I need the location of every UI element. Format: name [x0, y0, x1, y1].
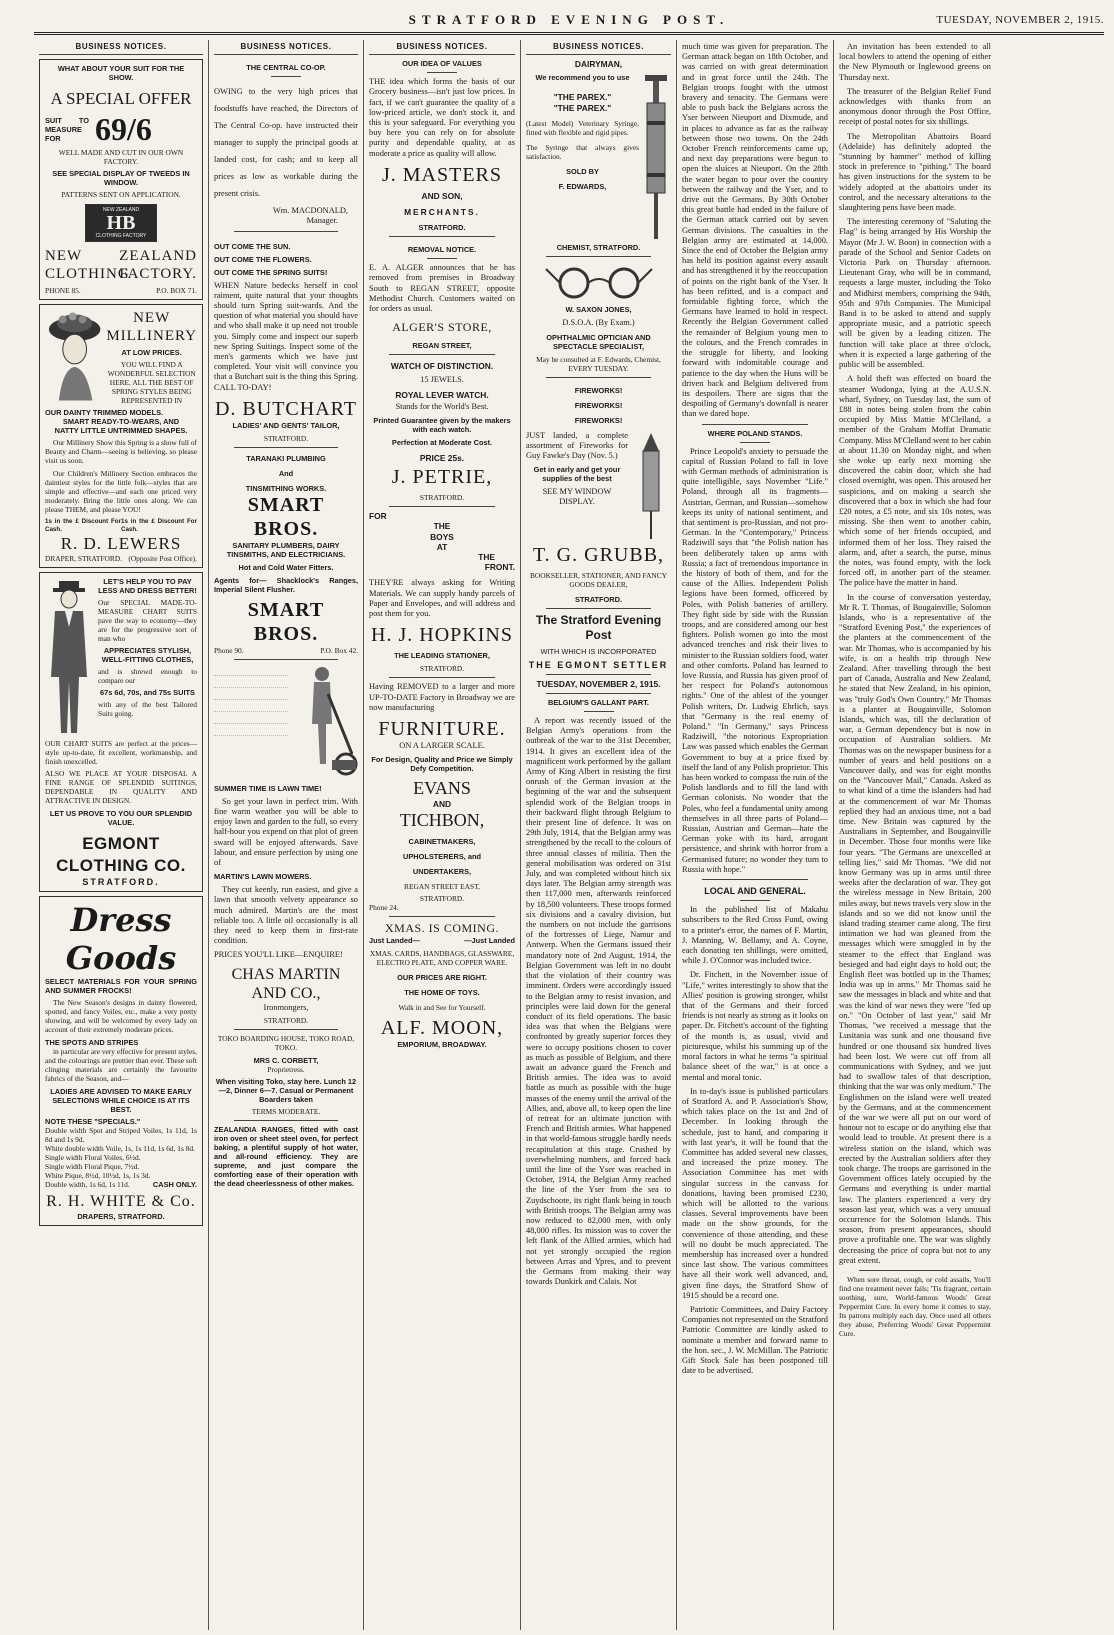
news-item: The treasurer of the Belgian Relief Fund acknowledges with thanks from an anonymous donor through the Post Office, receipt of postal notes for six shillings.: [839, 86, 991, 127]
summer-body: So get your lawn in perfect trim. With fine warm weather you will be able to enjoy lawn and garden to the full, so every half-hour you expend on that plot of green sward will be enjoyed afterwards. Save labour, and ensure perfection by using one of: [214, 796, 358, 868]
news-item: The Metropolitan Abattoirs Board (Adelaide) has definitely adopted the "stunning by hammer" method of killing stock in preference to "pithing." The board has given instructions for the system to be widely adopted at the abattoirs under its control, and the necessary alterations to the slaughtering pens have been made.: [839, 131, 991, 213]
discount-left: 1s in the £ Discount For Cash.: [45, 518, 121, 534]
tichbon: TICHBON,: [399, 810, 485, 831]
larger-scale: ON A LARGER SCALE.: [399, 740, 485, 750]
window-display: SEE MY WINDOW DISPLAY.: [542, 487, 612, 507]
front-line: FRONT.: [484, 562, 515, 573]
smart-bros-2: SMART BROS.: [247, 598, 325, 645]
column-2: [209, 40, 363, 1630]
regan-street: REGAN STREET,: [412, 341, 472, 351]
saxon-jones: W. SAXON JONES,: [565, 305, 632, 315]
walk-in: Walk in and See for Yourself.: [398, 1003, 486, 1013]
edwards: F. EDWARDS,: [558, 181, 607, 191]
logo-top-text: NEW ZEALAND: [102, 207, 140, 214]
fireworks-1: FIREWORKS!: [574, 385, 623, 395]
egmont-settler: THE EGMONT SETTLER: [528, 659, 669, 670]
factory-name-left: NEW CLOTHING: [45, 248, 130, 283]
editorial-date: TUESDAY, NOVEMBER 2, 1915.: [536, 678, 661, 689]
merchants: MERCHANTS.: [404, 207, 480, 218]
get-in-early: Get in early and get your supplies of the best: [533, 465, 621, 484]
incorporated: WITH WHICH IS INCORPORATED: [540, 646, 657, 656]
millinery-body: YOU WILL FIND A WONDERFUL SELECTION HERE. ALL THE BEST OF SPRING STYLES BEING REPRESENTED IN: [107, 360, 196, 406]
sold-by: SOLD BY: [566, 166, 599, 176]
fireworks-3: FIREWORKS!: [574, 415, 623, 425]
guarantee: Printed Guarantee given by the makers with each watch.: [373, 416, 511, 435]
section-header: BUSINESS NOTICES.: [214, 42, 358, 55]
hopkins-town: STRATFORD.: [419, 664, 465, 674]
section-header: BUSINESS NOTICES.: [526, 42, 671, 55]
paper-title: The Stratford Evening Post: [535, 612, 662, 642]
petrie-name: J. PETRIE,: [391, 466, 493, 489]
cash-only: CASH ONLY.: [152, 1180, 197, 1190]
also-place: ALSO WE PLACE AT YOUR DISPOSAL A FINE RANGE OF SPLENDID SUITINGS, DEPENDABLE IN QUALITY AND ATTRACTIVE IN DESIGN.: [45, 769, 197, 806]
news-item: An invitation has been extended to all local bowlers to attend the opening of either the New Plymouth or Inglewood greens on Thursday next.: [839, 42, 991, 82]
always-satisfaction: The Syringe that always gives satisfaction.: [526, 142, 639, 161]
spots-body: in particular are very effective for present styles, and the colourings are prettier than ever. These soft clinging materials are certainly the favourite fabrics of the Season, and—: [45, 1047, 197, 1084]
perfection: Perfection at Moderate Cost.: [391, 438, 493, 448]
regan-east: REGAN STREET EAST,: [404, 882, 480, 892]
grubb-town: STRATFORD.: [574, 594, 623, 604]
chas-martin: CHAS MARTIN AND CO.,: [231, 965, 341, 1002]
news-item: A hold theft was effected on board the steamer Wodonga, lying at the A.U.S.N. wharf, Sydney, on Tuesday last, the sum of £88 in notes being stolen from the cabin occupied by Miss Mattie M'Clelland, a member of the Graham Moffat Dramatic Company. Miss M'Clelland went to her cabin at about 11.30 on Monday night, and when she woke up early next morning she discovered the cabin door, which she had closed overnight, was open. This aroused her suspicions, and on making a search she discovered that a box in which she had four £20 notes, a £5 note, and six 10s notes, was missing. She then went to another cabin, which some of her friends occupied, and informed them of her loss. They raised the alarm, and, after a search, the purse, minus the notes, was found empty, with the lock forced off, in another part of the steamer. The police have the matter in hand.: [839, 374, 991, 588]
furniture: FURNITURE.: [378, 717, 506, 740]
worlds-best: Stands for the World's Best.: [395, 401, 489, 411]
summer-time: SUMMER TIME IS LAWN TIME!: [214, 783, 322, 793]
chart-suits: OUR CHART SUITS are perfect at the prices—style up-to-date, fit excellent, workmanship, and finish unexcelled.: [45, 739, 197, 767]
newspaper-title: STRATFORD EVENING POST.: [408, 12, 730, 27]
fireworks-body: JUST landed, a complete assortment of Fireworks for Guy Fawke's Day (Nov. 5.): [526, 430, 628, 461]
lady-in-hat-illustration: [45, 309, 102, 405]
emporium: EMPORIUM, BROADWAY.: [397, 1040, 487, 1050]
gentleman-illustration: [45, 577, 95, 737]
toko-boarding: TOKO BOARDING HOUSE, TOKO ROAD, TOKO.: [217, 1033, 355, 1052]
flowers: OUT COME THE FLOWERS.: [214, 254, 312, 264]
for-line: FOR: [369, 511, 387, 522]
fireworks-2: FIREWORKS!: [574, 400, 623, 410]
prices-like: PRICES YOU'LL LIKE—ENQUIRE!: [214, 950, 343, 960]
specials-heading: NOTE THESE "SPECIALS.": [45, 1117, 141, 1127]
news-item: The interesting ceremony of "Saluting the Flag" is being arranged by His Worship the Mayor (Mr J. W. Boon) in connection with a parade of the School and Senior Cadets on Victoria Park on Thursday afternoon. Lieutenant Gray, who will be in command, requests a large muster, including the Toko and Midhirst members, comprising the 94th, 95th and 97th Companies. The Municipal Band is to be asked to attend and supply appropriate music, and a patriotic speech will be given by a leading citizen. The function will take place at three o'clock, when it is expected a large gathering of the public will be assembled.: [839, 217, 991, 370]
chemist-stratford: CHEMIST, STRATFORD.: [556, 243, 641, 253]
millinery-title-2: MILLINERY: [106, 328, 197, 345]
egmont-town: STRATFORD.: [82, 877, 160, 888]
upholsterers: UPHOLSTERERS, and: [402, 852, 482, 862]
lunch-dinner: When visiting Toko, stay here. Lunch 12—2, Dinner 6—7. Casual or Permanent Boarders taken: [215, 1076, 357, 1104]
lawn-mower-illustration: [292, 664, 358, 784]
taranaki-3: TINSMITHING WORKS.: [245, 483, 327, 493]
dress-goods-title: Dress Goods: [65, 901, 177, 978]
tweeds-note: SEE SPECIAL DISPLAY OF TWEEDS IN WINDOW.: [52, 169, 190, 188]
select-materials: SELECT MATERIALS FOR YOUR SPRING AND SUMMER FROCKS!: [45, 977, 197, 996]
special-item: White Pique, 8½d, 10½d, 1s, 1s 3d.: [45, 1171, 151, 1181]
egmont-name: EGMONT CLOTHING CO.: [56, 834, 186, 876]
masters-son: AND SON,: [421, 190, 463, 201]
removed-factory: Having REMOVED to a larger and more UP-TO-DATE Factory in Broadway we are now manufacturing: [369, 682, 515, 712]
the-line-2: THE: [478, 552, 495, 563]
discount-right: 1s in the £ Discount For Cash.: [121, 518, 197, 534]
the-line: THE: [433, 521, 451, 532]
rocket-illustration: [631, 431, 671, 541]
smart-bros: SMART BROS.: [247, 493, 325, 540]
coop-sign: Wm. MACDONALD,: [272, 206, 348, 216]
column-1: [34, 40, 208, 1630]
leading-stationer: THE LEADING STATIONER,: [394, 651, 490, 661]
poland-body: Prince Leopold's anxiety to persuade the capital of Russian Poland to fall in love with German methods of administration is quite intelligible, says November "Life." Poland, through all its fragments—Austrian, German, and Russian—somehow keeps its unity of national sentiment, and that sentiment is pro-Russian, and not pro-German. In the "Contemporary," Princess Radziwill says that "the Polish nation has been deliberately taken up arms with Russia; a fact of tremendous importance in the history of both of them, and for the cause of the Allies. Independent Polish legions have been formed, officered by Poles, with Polish batteries of artillery. They fight side by side with the Russian troops, and are considered among our best fighters. Polish women go into the most advanced trenches and risk their lives to minister to the Russian soldiers food, water and other comforts. Poland has learned to love Russia, and Russia has given proof of her respect for Poland's autonomous rights." One of the ablest of the younger Polish writers, Dr. Ludwig Ehrlich, says that "Germany is the real enemy of Poland." "In Germany," says Princess Radziwill, "the notorious Expropriation Law was passed which enables the German Government to buy at a price fixed by itself the land of any Polish proprietor. This has been worked to compass the ruin of the Polish landlords and to fill the land with German colonists. No wonder that the Poles, who feel a fundamental unity among themselves in all three parts of Poland—Russian, Austrian and German—hate the German yoke with its hard, arrogant persistence, and shrink with horror from a Germanised future; no wonder they turn to Russia with hope.": [682, 446, 828, 874]
dairyman: DAIRYMAN,: [574, 59, 623, 70]
special-offer: A SPECIAL OFFER: [50, 89, 192, 109]
alf-moon: ALF. MOON,: [380, 1017, 504, 1040]
millinery-title-1: NEW: [133, 310, 171, 327]
corbett: MRS C. CORBETT,: [253, 1055, 319, 1065]
grubb-name: T. G. GRUBB,: [532, 543, 665, 566]
butchart-body: WHEN Nature bedecks herself in cool raiment, quite natural that your thoughts should turn Spring suit-wards. And the question of what material you should have and who shall make it up need not trouble you. Simply come and inspect our superb new Spring Suitings. Inspect some of the men's garments which we have just completed. Your visit will convince you that a Butchart suit is the thing this Spring. CALL TO-DAY!: [214, 280, 358, 392]
low-prices: AT LOW PRICES.: [121, 348, 182, 358]
blank-space: [214, 664, 288, 784]
belgium-body: A report was recently issued of the Belgian Army's operations from the outbreak of the war to the 31st December, 1914. It gives an excellent idea of the magnificent work performed by the gallant Army of King Albert in resisting the first onrush of the German invasion at the beginning of the war and the subsequent splendid work of the Belgian troops in their backward flight through Belgium to their present line of defence. It was on 29th July, 1914, that the Belgian army was strengthened by the recall to the colours of three annual classes of militia. Then the general mobilisation was ordered on 31st July, and was completed without hitch six days later. The Belgian army strength was then 117,000 men, afterwards reinforced by 18,500 volunteers. These troops formed six divisions and a cavalry division, but the numbers on not include the garrisons of the fortresses of Liege, Namur and Antwerp. When the Germans issued their mandatory note of 2nd August, 1914, the Belgian Government was left in no doubt that the violation of their country was imminent. Orders were accordingly issued to the Belgian army to resist invasion, and principles were laid down for the general conduct of its field operations. The basic idea was that when the Belgians were confronted by greatly superior forces they were to occupy positions chosen to cover as much as possible of Belgium, and there await an advance guard the French and British armies. The idea was to avoid battle as much as possible with the huge masses of the enemy until the arrival of the Allies, and, above all, to keep open the line of retreat for an ultimate junction with French and British armies. What happened in that world-famous struggle hardly needs recapitulation at this stage. Crushed by overwhelming numbers, and forced back until the line of the Yser was reached in October, 1914, the Belgian Army reached the line of the Yser from the sea to Zuydschoote, its right flank being in touch with British troops. The Belgian army was now reduced to 82,000 men, with only 48,000 rifles. Its mission was to cover the left flank of the Allied armies, which had not yet strongly occupied the region between Arras and Ypres, and to prevent the Germans from making their way towards Dunkirk and Calais. Not: [526, 716, 671, 1287]
dress-goods-advert: [39, 896, 203, 1226]
masthead: [34, 8, 1104, 35]
values-title: OUR IDEA OF VALUES: [402, 59, 482, 69]
local-item: Dr. Fitchett, in the November issue of "Life," writes interestingly to show that the Allies' position is growing stronger, whilst that of the Germans and their forced friends is not nearly as strong as it looks on paper. Dr. Fitchett's account of the fighting of the month is, as usual, vivid and picturesque, whilst his summing up of the moral factors in what he terms "a spiritual balance sheet of the war," is at once a mental and moral tonic.: [682, 970, 828, 1082]
prove-value: LET US PROVE TO YOU OUR SPLENDID VALUE.: [49, 809, 193, 828]
special-suits: Our SPECIAL MADE-TO-MEASURE CHART SUITS pave the way to economy—they are for the progressive sort of man who: [98, 598, 197, 644]
syringe-illustration: [641, 73, 671, 243]
dress-body: The New Season's designs in dainty flowered, spotted, and fancy Voiles, etc., make a very pretty showing, and will be welcomed by every lady on account of their extremely moderate prices.: [45, 998, 197, 1035]
logo-bottom-text: CLOTHING FACTORY: [95, 233, 147, 240]
martin-mowers: MARTIN'S LAWN MOWERS.: [214, 872, 312, 882]
et-town: STRATFORD.: [419, 894, 465, 904]
white-name: R. H. WHITE & Co.: [46, 1193, 196, 1211]
sun: OUT COME THE SUN.: [214, 241, 291, 251]
masters-town: STRATFORD.: [418, 223, 466, 233]
smart-phone: Phone 90.: [214, 645, 244, 655]
butchart-role: LADIES' AND GENTS' TAILOR,: [232, 420, 340, 430]
belgium-heading: BELGIUM'S GALLANT PART.: [548, 698, 649, 708]
millinery-text-1: Our Millinery Show this Spring is a show full of Beauty and Charm—seeing is believing, so please visit us soon.: [45, 438, 197, 466]
hb-logo: [85, 204, 157, 242]
spring-suits: OUT COME THE SPRING SUITS!: [214, 267, 328, 277]
just-landed-left: Just Landed—: [369, 936, 420, 946]
prices-right: OUR PRICES ARE RIGHT.: [397, 973, 487, 983]
parex-1: "THE PAREX.": [553, 92, 612, 103]
just-landed-right: —Just Landed: [464, 936, 515, 946]
millinery-text-2: Our Children's Millinery Section embraces the daintiest styles for the little folk—styles that are simple and effective—and each one priced very moderately. Bring the little ones along. We can please THEM, and please YOU!: [45, 469, 197, 515]
appreciates: APPRECIATES STYLISH, WELL-FITTING CLOTHES,: [101, 646, 194, 665]
masters-name: J. MASTERS: [381, 163, 503, 186]
xmas-goods: XMAS. CARDS, HANDBAGS, GLASSWARE, ELECTRO PLATE, AND COPPER WARE.: [369, 949, 515, 968]
logo-monogram: HB: [106, 212, 136, 235]
consulted: May be consulted at F. Edwards, Chemist, EVERY TUESDAY.: [536, 354, 661, 373]
dainty-models: OUR DAINTY TRIMMED MODELS.: [45, 408, 164, 418]
local-general-heading: LOCAL AND GENERAL.: [704, 886, 806, 897]
evans-and: AND: [432, 799, 452, 810]
chas-town: STRATFORD.: [263, 1015, 309, 1025]
news-item: In the course of conversation yesterday, Mr R. T. Thomas, of Bougainville, Solomon Islands, who is a representative of the "Stratford Evening Post," the experiences of the planters at the commencement of the war. Mr Thomas, who is accompanied by his wife, is on a health trip through New Zealand. After travelling through the best part of Canada, Australia and New Zealand, he stated that New Zealand, in his opinion, was "truly God's Own Country." Mr Thomas is a planter at Bougainville, Solomon Islands, which was, till the declaration of war, a German dependency but is now in occupation of Australian soldiers. Mr Thomas was on the newspaper business for a number of years and held positions on a Vancouver daily, and was for eight months on the "Vancouver Mail," Canada. Asked as to what kind of a time the islanders had had at the commencement of war Mr Thomas replied they had an anxious time, not a bad time. New Britain was captured by the Australians in September, and Bougainville in December. Those four months were like four years. "The Germans are unexcelled at telling lies," said Mr Thomas. "We did not know Germany was up in arms until three weeks after the declaration of war. They got the wireless message in New Britain, 200 miles away, but news travels very slow in the islands and so we did not know until the island trading steamer came along. The first intimation we had was gleaned from the messages which were smuggled in by the steamer to the effect that England was besieged and had eight days to hold out; the English fleet was bottled up in the Thames; India was up in arms." Mr Thomas said he saw the messages in black and white and that was the kind of war news they were "fed up on." "On October of last year," said Mr Thomas, "we received a message that the Lusitania was sunk and one thousand five hundred or one thousand six hundred lives had been lost. We were cut off from all communications with Sydney, and we just had to swallow tales of that description, thinking that the war was only medium." The Englishmen on the island were well treated by the Germans, and at the commencement of the war we were all put on our word of honour not to escape or do anything else that would lead to trouble. At present there is a wireless station on the island, which was erected by the Australian soldiers after they took charge. The troops are garrisoned in the Government offices lately occupied by the Germans and everything is under martial law. The planters experienced a very dry season last year, which was a very unusual occurrence for the Solomon Islands. This season, from present appearances, should prove a profitable one. The war was slightly decreasing the price of copra but not to any great extent.: [839, 592, 991, 1265]
jewels: 15 JEWELS.: [420, 375, 464, 385]
evans: EVANS: [413, 778, 471, 799]
butchart-name: D. BUTCHART: [214, 397, 358, 420]
issue-date: TUESDAY, NOVEMBER 2, 1915.: [936, 14, 1104, 26]
local-item: In the published list of Makahu subscribers to the Red Cross Fund, owing to a printer's error, the names of F. Martin, J. Manning, W. Bellamy, and A. Coyne, each donating ten shillings, were omitted, while J. O'Connor was included twice.: [682, 905, 828, 966]
hopkins-name: H. J. HOPKINS: [371, 624, 513, 647]
alger-body: E. A. ALGER announces that he has removed from premises in Broadway South to REGAN STREET, opposite Methodist Church. Customers waited on for orders as usual.: [369, 263, 515, 314]
petrie-town: STRATFORD.: [419, 493, 465, 503]
local-item: In to-day's issue is published particulars of Stratford A. and P. Association's Show, which takes place on the 1st and 2nd of December. In looking through the schedule, just to hand, and comparing it with last year's, it will be found that the Committee has added several new classes, and increased the prize money. The Association Committee has met with singular success in the canvass for donations, having been promised £230, which will be allotted to the various classes. Several improvements have been made on the show grounds, for the convenience of those attending, and these will no doubt be much appreciated. The membership has increased over a hundred since last show. The various committees have all their work well advanced, and, given fine days, the Stratford Show of 1915 should be a record one.: [682, 1086, 828, 1300]
butchart-town: STRATFORD.: [263, 433, 309, 443]
suit-price: 69/6: [95, 111, 152, 148]
special-item: White double width Voile, 1s, 1s 11d, 1s 6d, 1s 8d.: [45, 1144, 195, 1154]
special-item: Single width Floral Pique, 7½d.: [45, 1162, 140, 1172]
compare: and is shrewd enough to compare our: [98, 667, 197, 686]
sanitary: SANITARY PLUMBERS, DAIRY TINSMITHS, AND ELECTRICIANS.: [226, 540, 346, 559]
natty-shapes: NATTY LITTLE UNTRIMMED SHAPES.: [54, 426, 188, 436]
help-headline: LET'S HELP YOU TO PAY LESS AND DRESS BETTER!: [98, 577, 197, 596]
patterns-note: PATTERNS SENT ON APPLICATION.: [61, 190, 181, 200]
removal-notice: REMOVAL NOTICE.: [407, 245, 477, 255]
values-body: THE idea which forms the basis of our Grocery business—isn't just low prices. In fact, if we can't guarantee the quality of a low-priced article, we don't stock it, and this is your safeguard. For everything you buy here you can rely on for absolute purity and dependable quality, at as moderate a price as quality will allow.: [369, 77, 515, 158]
optician: OPHTHALMIC OPTICIAN AND SPECTACLE SPECIALIST,: [546, 332, 651, 351]
smart-ready: SMART READY-TO-WEARS, AND: [62, 417, 180, 427]
special-item: Double width Spot and Striped Voiles, 1s 11d, 1s 8d and 1s 9d.: [45, 1126, 197, 1145]
xmas-coming: XMAS. IS COMING.: [384, 921, 499, 936]
advised: LADIES ARE ADVISED TO MAKE EARLY SELECTIONS WHILE CHOICE IS AT ITS BEST.: [50, 1087, 192, 1115]
price-25s: PRICE 25s.: [419, 453, 465, 464]
coop-title: THE CENTRAL CO-OP.: [246, 63, 326, 73]
lewers-role: DRAPER, STRATFORD.: [45, 554, 123, 564]
ironmongers: Ironmongers,: [263, 1002, 309, 1012]
column-6: [834, 40, 996, 1630]
hot-cold: Hot and Cold Water Fitters.: [238, 562, 334, 572]
lewers-name: R. D. LEWERS: [60, 534, 182, 554]
belgium-continued: much time was given for preparation. The German attack began on 18th October, and was carried on with great determination and in great force until the 24th. The Belgian troops fought with the utmost bravery and tenacity. The Germans were able to push back the Belgians across the Yser between Nieuport and Dixmude, and in places to advance as far as the railway between those two towns. On the 24th October French reinforcements came up, and next day preparations were begun to open the sluices at Nieuport. On the 28th the water began to pour over the country between the railway and the Yser, and to drive out the Germans. By 30th October this great battle had ended in the failure of the German attack carried out by seven German divisions. The casualties in the Belgian army are estimated at 14,000. Since the end of October the Belgian army has held its position against every assault and has strengthened it by the reoccupation of points on the right bank of the Yser. It has been refitted, and is a compact and formidable fighting force, which the Germans have learned to hold in respect. Recently the Belgian Government called the remainder of Belgium young men to the colours, and the French comrades in the struggle for liberty, and looking forward with indomitable courage and patience to the day when the Huns will be driven back and Belgium delivered from its despoilers. There are signs that the despoiling of Germany's downfall is nearer than we dared hope.: [682, 42, 828, 419]
egmont-advert: [39, 572, 203, 892]
alger-store: ALGER'S STORE,: [392, 320, 492, 335]
home-of-toys: THE HOME OF TOYS.: [404, 988, 480, 998]
white-role: DRAPERS, STRATFORD.: [77, 1212, 165, 1222]
hopkins-body: THEY'RE always asking for Writing Materials. We can supply handy parcels of Paper and Envelopes, and will address and post them for you.: [369, 578, 515, 619]
suit-prices: 67s 6d, 70s, and 75s SUITS: [100, 688, 195, 698]
martin-body: They cut keenly, run easiest, and give a lawn that smooth velvety appearance so much admired. Martin's are the most reliable too. A little oil occasionally is all they need to keep them in first-rate condition.: [214, 885, 358, 946]
phone-number: PHONE 85.: [45, 286, 81, 296]
taranaki-1: TARANAKI PLUMBING: [246, 453, 326, 463]
agents: Agents for— Shacklock's Ranges, Imperial Silent Flusher.: [214, 575, 358, 594]
parex-2: "THE PAREX.": [553, 102, 612, 113]
coop-body: OWING to the very high prices that foodstuffs have reached, the Directors of The Central Co-op. have instructed their manager to supply the principal goods at landed cost, for cash; and to keep all prices as low as workable during the present crisis.: [214, 87, 358, 199]
zealandia-ranges: ZEALANDIA RANGES, fitted with cast iron oven or sheet steel oven, for perfect baking, a plentiful supply of hot water, and all-round efficiency. They are supreme, and just compare the comforting ease of their operation with the dead cheerlessness of other makes.: [214, 1124, 358, 1188]
column-3: [364, 40, 520, 1630]
millinery-advert: [39, 304, 203, 568]
at-line: AT: [436, 541, 448, 552]
po-box: P.O. BOX 71.: [156, 286, 197, 296]
smart-box: P.O. Box 42.: [320, 645, 358, 655]
special-item: Single width Floral Voiles, 6½d.: [45, 1153, 141, 1163]
column-5: [677, 40, 833, 1630]
et-phone: Phone 24.: [369, 903, 399, 913]
grubb-role: BOOKSELLER, STATIONER, AND FANCY GOODS DEALER,: [529, 570, 668, 589]
undertakers: UNDERTAKERS,: [412, 867, 472, 877]
tailored-compare: with any of the best Tailored Suits going.: [98, 700, 197, 719]
section-header: BUSINESS NOTICES.: [39, 42, 203, 55]
boys-line: BOYS: [430, 531, 454, 542]
terms: TERMS MODERATE.: [251, 1106, 321, 1116]
suit-advert: [39, 59, 203, 300]
spectacles-icon: [544, 261, 654, 301]
defy-competition: For Design, Quality and Price we Simply Defy Competition.: [371, 755, 513, 774]
cabinetmakers: CABINETMAKERS,: [408, 837, 476, 847]
coop-role: Manager.: [306, 216, 338, 226]
proprietress: Proprietress.: [267, 1064, 305, 1074]
made-note: WELL MADE AND CUT IN OUR OWN FACTORY.: [58, 148, 184, 167]
taranaki-2: And: [278, 468, 294, 478]
royal-lever: ROYAL LEVER WATCH.: [395, 389, 489, 400]
local-item: Patriotic Committees, and Dairy Factory Companies not represented on the Stratford Patriotic Committee are kindly asked to nominate a member and forward name to the hon. sec., J. W. McMillan. The Patriotic Gift Stock Sale has been postponed till date to be advertised.: [682, 1304, 828, 1376]
special-item: Double width, 1s 6d, 1s 11d.: [45, 1180, 130, 1190]
watch-distinction: WATCH OF DISTINCTION.: [390, 361, 494, 372]
recommend: We recommend you to use: [535, 73, 630, 83]
peppermint-verse: When sore throat, cough, or cold assails, You'll find one treatment never fails; 'Tis fragrant, certain soothing, sure, World-famous Woods' Great Peppermint Cure. In every home it comes to stay, Its patrons multiply each day. Once used all others they abuse, Preferring Woods' Great Peppermint Cure.: [839, 1274, 991, 1338]
spots-heading: THE SPOTS AND STRIPES: [45, 1038, 139, 1048]
dso: D.S.O.A. (By Exam.): [562, 318, 635, 328]
suit-headline: WHAT ABOUT YOUR SUIT FOR THE SHOW.: [57, 64, 185, 83]
section-header: BUSINESS NOTICES.: [369, 42, 515, 55]
syringe-desc: (Latest Model) Veterinary Syringe, fitted with flexible and rigid pipes.: [526, 118, 639, 137]
column-4: [521, 40, 676, 1630]
factory-name-right: ZEALAND FACTORY.: [119, 248, 197, 283]
poland-heading: WHERE POLAND STANDS.: [707, 428, 803, 438]
lewers-opposite: (Opposite Post Office).: [128, 554, 197, 564]
suit-label: SUIT TO MEASURE FOR: [45, 115, 89, 143]
